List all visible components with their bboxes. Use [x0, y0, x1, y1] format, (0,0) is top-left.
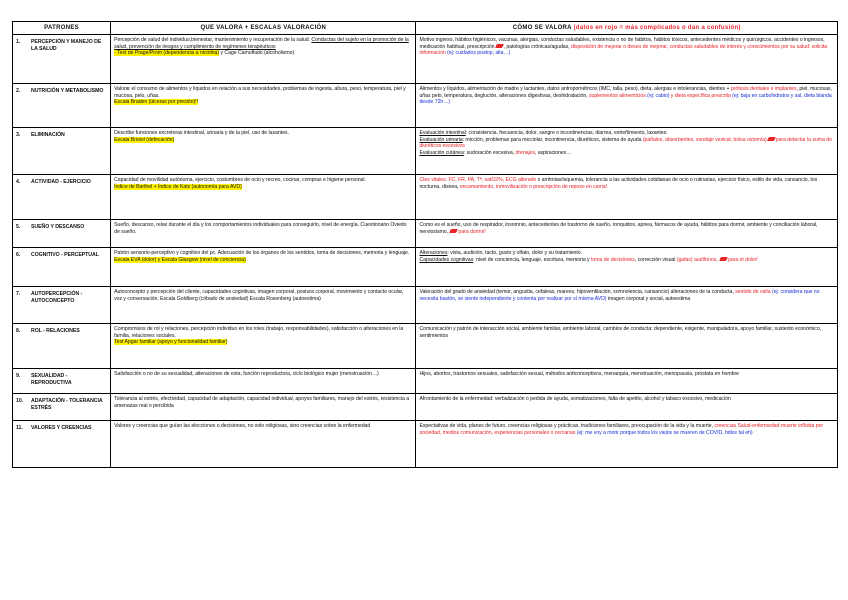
how-cell: Como es el sueño, uso de respirador, insomnio, antecedentes de trastorno de sueño, ronquidos, apnea, fármacos de ayuda, hábitos para dormir, ambiente y conciliación laboral, nerviosismo, para dormir!	[416, 220, 838, 248]
how-cell: Ctes vitales: FC, FR, PA, Tª, satO2%, ECG alterado x arritmias/isquemia, tolerancia a las actividades cotidianas de ocio o rutinarias, ejercicio físico, estilo de vida, cansancio, tos nocturna, disnea, encamamiento, inmovilización o prescripción de reposo en cama!	[416, 175, 838, 220]
pattern-cell: 9. SEXUALIDAD - REPRODUCTIVA	[13, 369, 111, 394]
table-row	[13, 421, 838, 468]
red-pen-icon	[449, 229, 458, 233]
pattern-cell: 1. PERCEPCIÓN Y MANEJO DE LA SALUD	[13, 35, 111, 84]
what-cell: Tolerancia al estrés, efectividad, capacidad de adaptación, capacidad individual, apoyos familiares, manejo del estrés, resistencia a amenazas real o percibida	[111, 394, 416, 421]
header-note: (datos en rojo = más complicados o dan a confusión)	[573, 25, 741, 31]
pattern-cell: 4. ACTIVIDAD - EJERCICIO	[13, 175, 111, 220]
how-cell: Alteraciones: vista, audición, tacto, gusto y olfato, dolor y su tratamiento. Capacidades cognitivas: nivel de conciencia, lenguaje, escritura, memoria y toma de decisiones, corrección visual (gafas) audífonos, para el dolor!	[416, 248, 838, 287]
what-cell: Compromisos de rol y relaciones, percepción individuo en los roles (trabajo, responsabilidades), satisfacción o alteraciones en la familia, relaciones sociales. Test Apgar familiar (apoyo y funcionalidad familiar)	[111, 324, 416, 369]
how-cell: Expectativas de vida, planes de futuro, creencias religiosas y prácticas, tradiciones familiares, preocupación de la vida y la muerte, creencias Salud-enfermedad-muerte influida por sociedad, medios comunicación, experiencias personales o cercanas (ej: me voy a morir porque todos los viejos se mueren de COVID, bdice tal eh)	[416, 421, 838, 468]
what-cell: Satisfacción o no de su sexualidad, alteraciones de esta, función reproductora, ciclo biológico mujer (menstruación…)	[111, 369, 416, 394]
pattern-cell: 7. AUTOPERCEPCIÓN - AUTOCONCEPTO	[13, 287, 111, 324]
what-cell: Describe funciones excretoras intestinal, urinaria y de la piel, uso de laxantes. Escala Bristol (defecación)	[111, 128, 416, 175]
how-cell: Comunicación y patrón de interacción social, ambiente familiar, ambiente laboral, cambios de conducta: dependiente, exigente, manipuladora, apoyo familiar, sustento económico, sentimientos	[416, 324, 838, 369]
what-cell: Capacidad de movilidad autónoma, ejercicio, costumbres de ocio y recreo, cocinar, compras e higiene personal. Índice de Barthel + Índice de Katz (autonomía para AVD)	[111, 175, 416, 220]
table-row	[13, 248, 838, 287]
header-como-valora: CÓMO SE VALORA (datos en rojo = más complicados o dan a confusión)	[416, 22, 838, 35]
how-cell: Evaluación intestinal: consistencia, frecuencia, dolor, sangre o incontinencias, diarrea, estreñimiento, laxantes. Evaluación urinaria: micción, problemas para micciolar, incontinencia, diuréticos, sistema de ayuda (pañales, absorbentes, sondaje vesical, bolsa ostomía) para detectar la suma de diuréticos excesivos Evaluación cutánea: sudoración excesiva, drenajes, aspiraciones…	[416, 128, 838, 175]
how-cell: Valoración del grado de ansiedad (temor, angustia, cefaleas, mareos, hipoventilación, somnolencia, cansancio) alteraciones de la conducta, sentido de valía (ej: considera que no necesita bastón, se siente independiente y contenta por realizar por sí misma AVD) imagen corporal y social, autoestima	[416, 287, 838, 324]
what-cell: Sueño, descanso, relax durante el día y los comportamientos individuales para conseguirlo, nivel de energía. Cuestionario Oviedo de sueño.	[111, 220, 416, 248]
pattern-cell: 8. ROL - RELACIONES	[13, 324, 111, 369]
table-row	[13, 369, 838, 394]
pattern-cell: 6. COGNITIVO - PERCEPTUAL	[13, 248, 111, 287]
header-patrones: PATRONES	[13, 22, 111, 35]
table-row	[13, 35, 838, 84]
patterns-table	[12, 21, 838, 468]
red-pen-icon	[495, 44, 504, 48]
red-pen-icon	[719, 257, 728, 261]
how-cell: Motivo ingreso, hábitos higiénicos, vacunas, alergias, conductas saludables, existencia o no de hábitos, hábitos tóxicos, antecedentes médicos y quirúrgicos, accidentes o ingresos, medicación habitual, prescripción , patologías crónicas/agudas, disposición de mejorar o deseo de mejorar, conductas saludables de interés y conocimientos por su salud: solicita información (ej: cuidados postop, alta…)	[416, 35, 838, 84]
pattern-cell: 10. ADAPTACIÓN - TOLERANCIA ESTRÉS	[13, 394, 111, 421]
how-cell: Alimentos y líquidos, alimentación de madre y lactantes, datos antropométricos (IMC, talla, peso), dieta, alergias e intolerancias, dientes + prótesis dentales e implantes, piel, mucosas, uñas pelo, temperatura, deglución, alteraciones digestivas, deshidratación, suplementos alimenticios (ej: cabio) y dieta específica prescrita (ej: baja en carbohidratos y sal, dieta blanda desde 72h…)	[416, 84, 838, 128]
what-cell: Valores y creencias que guían las elecciones o decisiones, no solo religiosas, sino creencias sobre la enfermedad	[111, 421, 416, 468]
table-row	[13, 324, 838, 369]
what-cell: Valorar el consumo de alimentos y líquidos en relación a sus necesidades, problemas de ingesta, altura, peso, temperatura, piel y mucosa, pelo, uñas. Escala Braden (úlceras por presión)!!	[111, 84, 416, 128]
table-row	[13, 175, 838, 220]
table-row	[13, 220, 838, 248]
pattern-cell: 5. SUEÑO Y DESCANSO	[13, 220, 111, 248]
what-cell: Percepción de salud del individuo,bienestar, mantenimiento y recuperación de la salud. Conductas del sujeto en la promoción de la salud, prevención de riesgos y cumplimiento de regímenes terapéuticos - Test de Prage/Prom (dependencia a nicotina) y Cage Camuflado (alcoholismo)	[111, 35, 416, 84]
how-cell: Afrontamiento de la enfermedad: verbalización o pedida de ayuda, somatizaciones, falta de apetito, alcohol y tabaco excesivo, medicación	[416, 394, 838, 421]
pattern-cell: 2. NUTRICIÓN Y METABOLISMO	[13, 84, 111, 128]
pattern-cell: 11. VALORES Y CREENCIAS	[13, 421, 111, 468]
red-pen-icon	[767, 137, 776, 141]
table-row	[13, 84, 838, 128]
pattern-cell: 3. ELIMINACIÓN	[13, 128, 111, 175]
header-que-valora: QUE VALORA + ESCALAS VALORACIÓN	[111, 22, 416, 35]
table-row	[13, 394, 838, 421]
how-cell: Hijos, abortos, trastornos sexuales, satisfacción sexual, métodos anticonceptivos, menarquia, menstruación, menopausia, prostata en hombre	[416, 369, 838, 394]
header-row	[13, 22, 838, 35]
what-cell: Autoconcepto y percepción del cliente, capacidades cognitivas, imagen corporal, postura corporal, movimiento y contacto ocular, voz y conversación. Escala Goldberg (cribado de ansiedad) Escala Rosenberg (autoestima)	[111, 287, 416, 324]
what-cell: Patrón sensorio-perceptivo y cognitivo del pc. Adecuación de los órganos de los sentidos, toma de decisiones, memoria y lenguaje. Escala EVA (dolor) y Escala Glasgow (nivel de conciencia)	[111, 248, 416, 287]
table-row	[13, 287, 838, 324]
table-row	[13, 128, 838, 175]
